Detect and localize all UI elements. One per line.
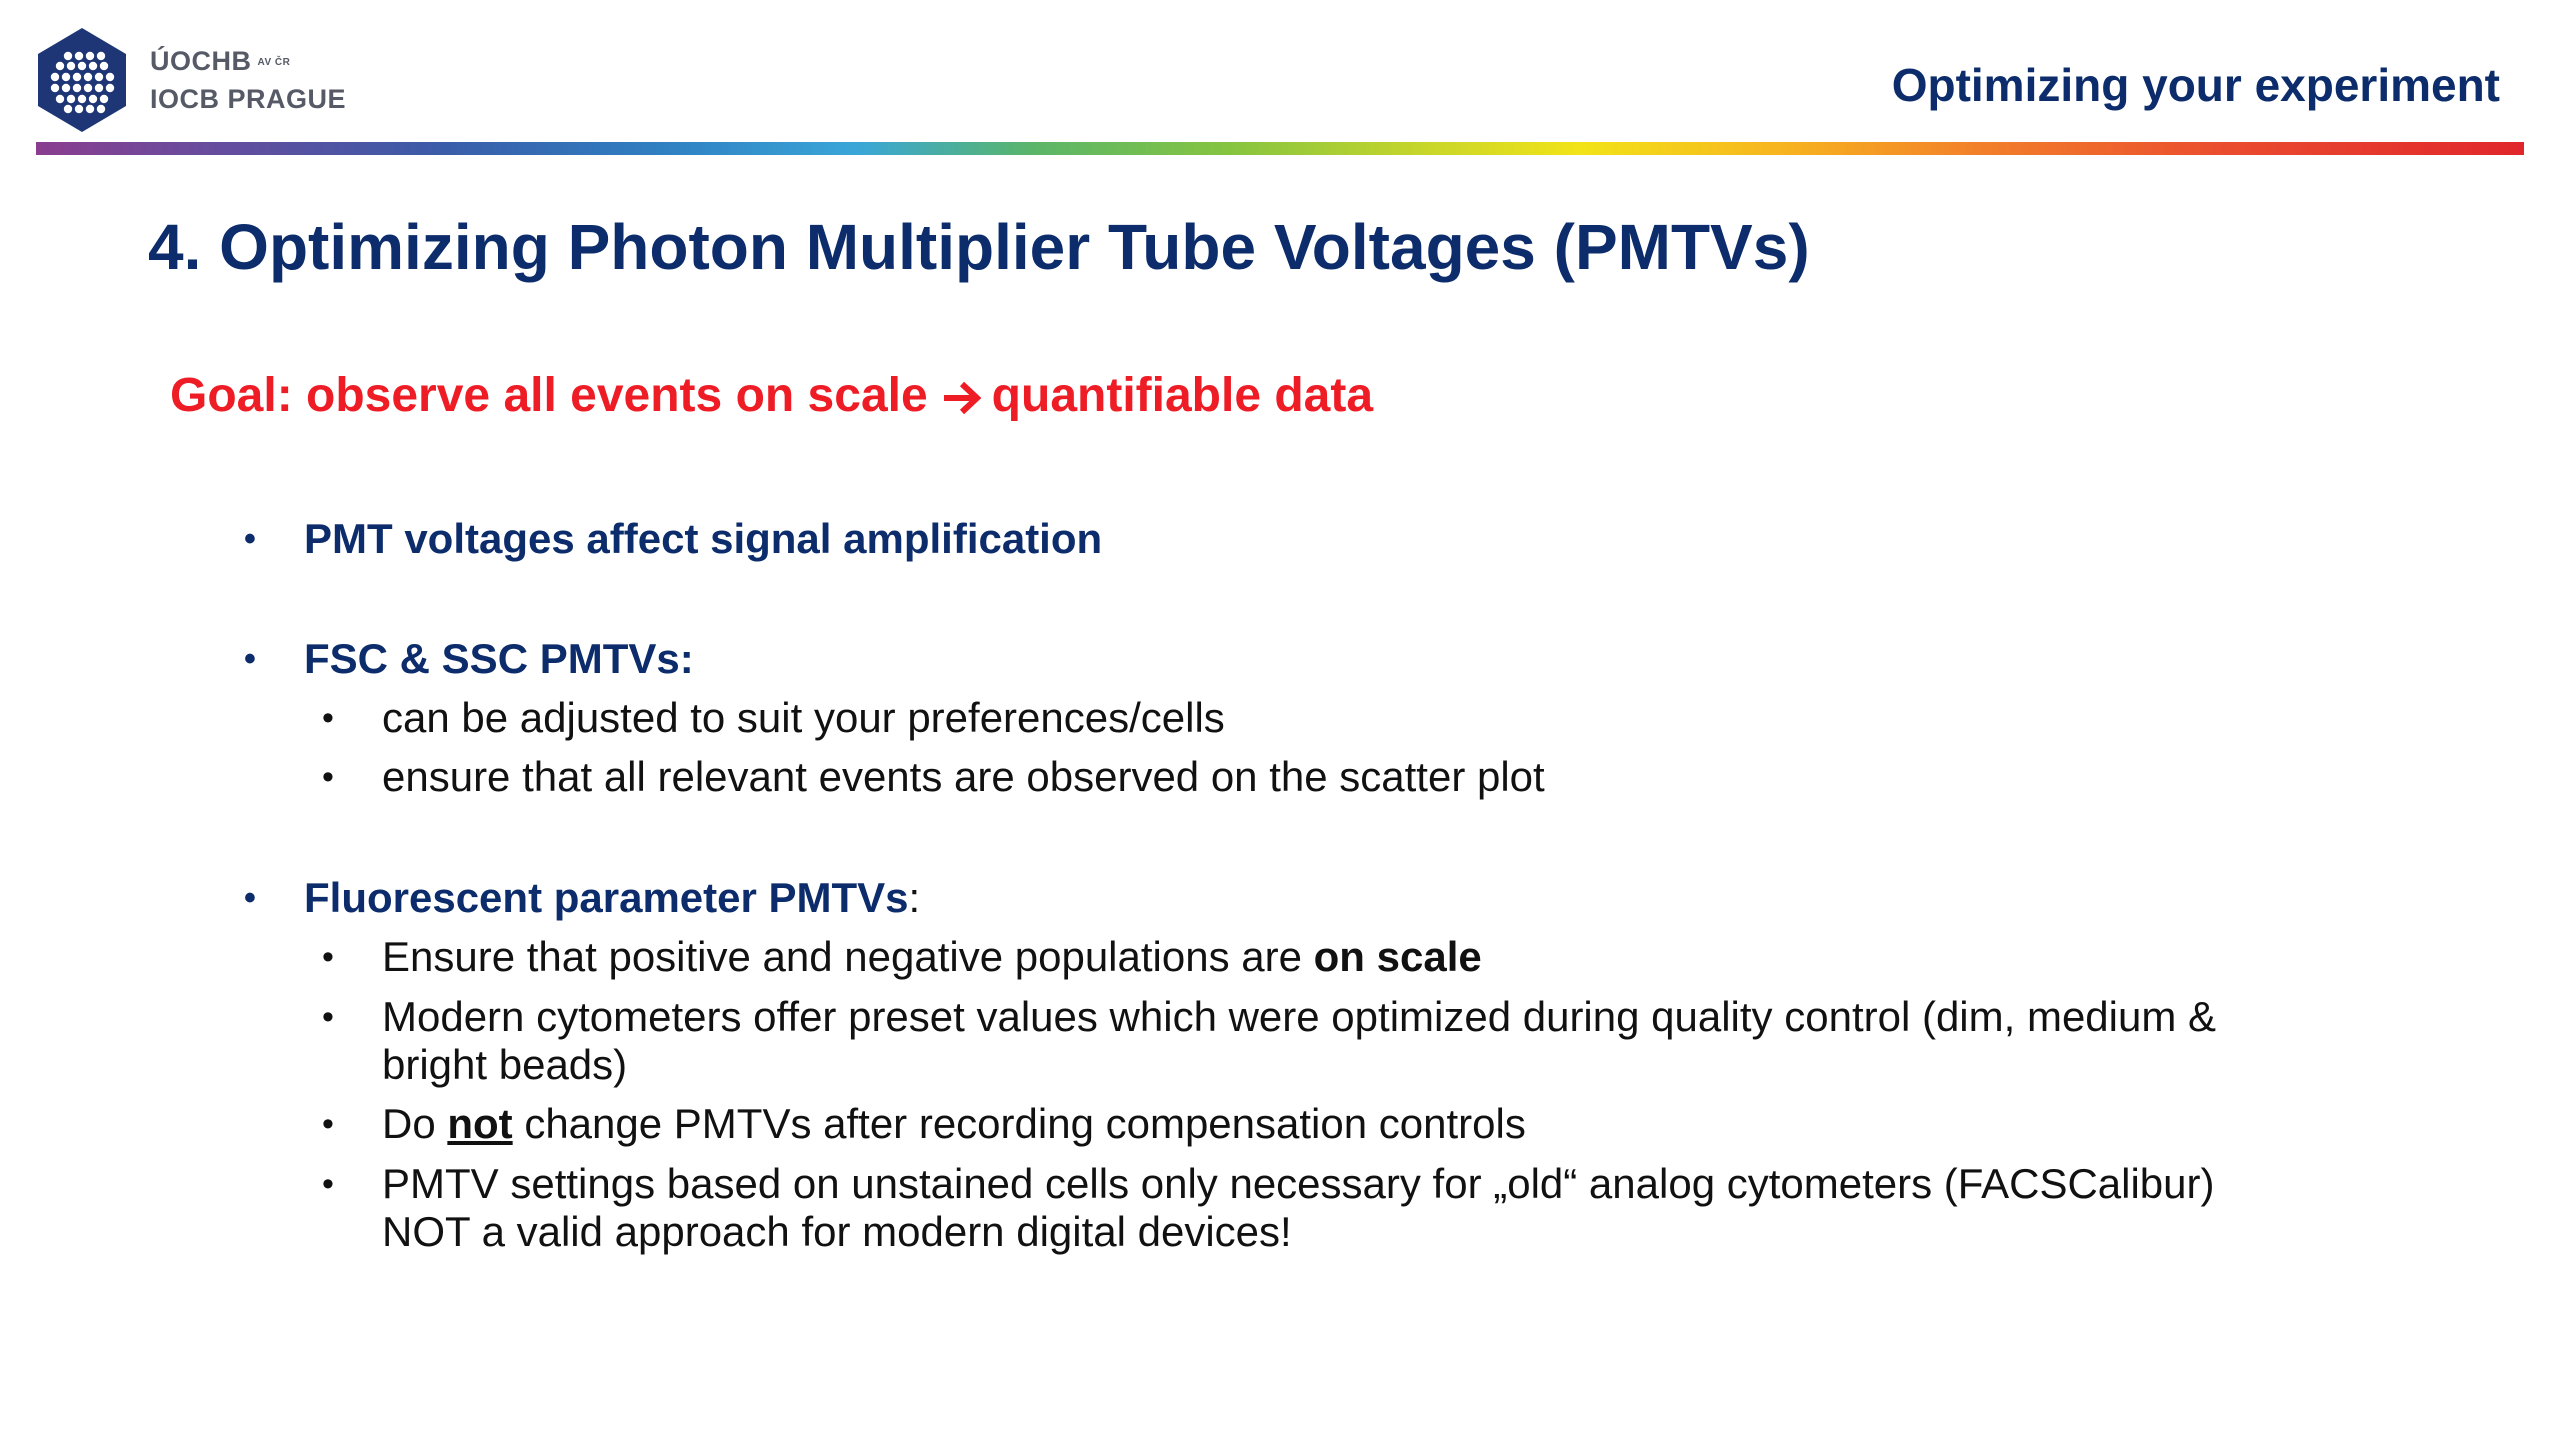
iocb-logo	[36, 26, 346, 134]
header-title: Optimizing your experiment	[1891, 59, 2500, 111]
sub-bullet-dot: •	[322, 1105, 334, 1143]
rainbow-divider	[36, 142, 2524, 155]
sub-bullet-text: can be adjusted to suit your preferences/cells	[382, 694, 1225, 741]
sub-bullet-dot: •	[322, 1165, 334, 1203]
sub-bullet-text-wrap	[382, 933, 2372, 981]
sub-bullet-line-1: Modern cytometers offer preset values which were optimized during quality control (dim, medium &	[382, 993, 2217, 1040]
goal-result: quantifiable data	[991, 369, 1374, 422]
bullet-text: Fluorescent parameter PMTVs	[304, 874, 909, 921]
emphasis-on-scale: on scale	[1313, 933, 1482, 980]
right-arrow-icon	[942, 380, 982, 416]
sub-bullet-line-1: PMTV settings based on unstained cells only necessary for „old“ analog cytometers (FACSCalibur)	[382, 1160, 2215, 1207]
logo-line-1	[150, 42, 346, 80]
sub-bullet-text-wrap	[382, 993, 2372, 1089]
sub-bullet-text-wrap	[382, 1100, 2372, 1148]
bullet-dot: •	[244, 879, 256, 917]
sub-bullet-dot: •	[322, 998, 334, 1036]
sub-bullet-text-wrap	[382, 1160, 2372, 1256]
bullet-dot: •	[244, 640, 256, 678]
goal-text: Goal: observe all events on scale	[170, 369, 928, 422]
bullet-text-wrap	[304, 873, 920, 923]
sub-bullet-dot: •	[322, 938, 334, 976]
sub-bullet-dot: •	[322, 699, 334, 737]
sub-bullet-line-2: NOT a valid approach for modern digital devices!	[382, 1208, 1292, 1255]
sub-bullet-text: Ensure that positive and negative populations are	[382, 933, 1314, 980]
logo-line-2: IOCB PRAGUE	[150, 84, 347, 114]
emphasis-not: not	[447, 1100, 513, 1147]
bullet-text: PMT voltages affect signal amplification	[304, 515, 1103, 562]
bullet-colon: :	[908, 874, 921, 921]
sub-bullet-text-a: Do	[382, 1100, 448, 1147]
sub-bullet-text: ensure that all relevant events are observed on the scatter plot	[382, 753, 1545, 800]
sub-bullet-line-2: bright beads)	[382, 1041, 628, 1088]
bullet-dot: •	[244, 520, 256, 558]
sub-bullet-dot: •	[322, 758, 334, 796]
bullet-text: FSC & SSC PMTVs:	[304, 635, 694, 682]
goal-statement	[170, 368, 1373, 423]
logo-text	[150, 42, 346, 118]
iocb-hexagon-logo-icon	[36, 26, 128, 134]
logo-av-cr: AV ČR	[257, 56, 291, 68]
logo-uochb: ÚOCHB	[150, 46, 252, 76]
sub-bullet-text-c: change PMTVs after recording compensation controls	[512, 1100, 1526, 1147]
slide-title: 4. Optimizing Photon Multiplier Tube Voltages (PMTVs)	[148, 211, 1810, 283]
